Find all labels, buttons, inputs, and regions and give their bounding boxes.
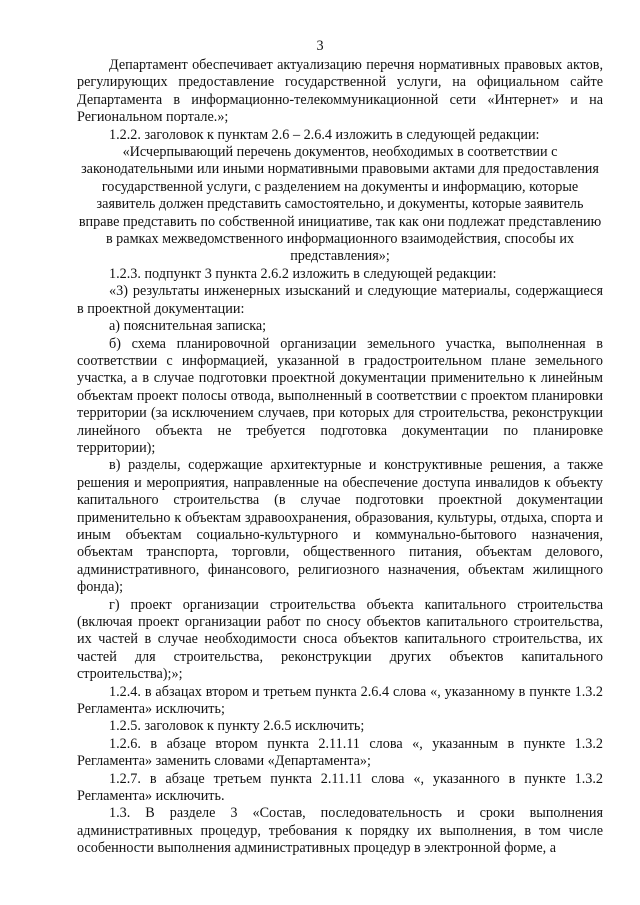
paragraph: 1.2.3. подпункт 3 пункта 2.6.2 изложить в следующей редакции: — [109, 265, 497, 282]
paragraph: 1.2.2. заголовок к пунктам 2.6 – 2.6.4 изложить в следующей редакции: — [109, 126, 540, 143]
quoted-heading: «Исчерпывающий перечень документов, необходимых в соответствии с законодательными или иными нормативными правовыми актами для предоставления государственной услуги, с разделением на документы и информацию, которые заявитель должен представить самостоятельно, и документы, которые заявитель вправе представить по собственной инициативе, так как они подлежат представлению в рамках межведомственного информационного взаимодействия, способы их представления»; — [78, 144, 602, 265]
paragraph: «3) результаты инженерных изысканий и следующие материалы, содержащиеся в проектной документации: — [77, 283, 603, 317]
paragraph: 1.2.6. в абзаце втором пункта 2.11.11 слова «, указанным в пункте 1.3.2 Регламента» заменить словами «Департамента»; — [77, 735, 603, 770]
paragraph: 1.2.4. в абзацах втором и третьем пункта 2.6.4 слова «, указанному в пункте 1.3.2 Регламента» исключить; — [77, 683, 603, 718]
paragraph: 1.3. В разделе 3 «Состав, последовательность и сроки выполнения административных процедур, требования к порядку их выполнения, в том числе особенности выполнения административных процедур в электронной форме, а — [77, 805, 603, 857]
paragraph: 1.2.5. заголовок к пункту 2.6.5 исключить; — [109, 718, 365, 735]
paragraph: Департамент обеспечивает актуализацию перечня нормативных правовых актов, регулирующих предоставление государственной услуги, на официальном сайте Департамента в информационно-телекоммуникационной сети «Интернет» и на Региональном портале.»; — [77, 57, 603, 126]
paragraph: б) схема планировочной организации земельного участка, выполненная в соответствии с информацией, указанной в градостроительном плане земельного участка, а в случае подготовки проектной документации применительно к линейным объектам проект полосы отвода, выполненный в соответствии с проектом планировки территории (за исключением случаев, при которых для строительства, реконструкции линейного объекта не требуется подготовка документации по планировке территории); — [77, 335, 603, 456]
page-number: 3 — [316, 38, 324, 54]
paragraph: в) разделы, содержащие архитектурные и конструктивные решения, а также решения и мероприятия, направленные на обеспечение доступа инвалидов к объекту капитального строительства (в случае подготовки проектной документации применительно к объектам здравоохранения, образования, культуры, отдыха, спорта и иным объектам социально-культурного и коммунально-бытового назначения, объектам транспорта, торговли, общественного питания, объектам делового, административного, финансового, религиозного назначения, объектам жилищного фонда); — [77, 457, 603, 596]
paragraph: а) пояснительная записка; — [109, 318, 267, 335]
document-body — [77, 57, 603, 858]
paragraph: г) проект организации строительства объекта капитального строительства (включая проект организации работ по сносу объектов капитального строительства, их частей в случае необходимости сноса объектов капитального строительства, их частей для строительства, реконструкции других объектов капитального строительства);»; — [77, 596, 603, 683]
paragraph: 1.2.7. в абзаце третьем пункта 2.11.11 слова «, указанного в пункте 1.3.2 Регламента» исключить. — [77, 770, 603, 805]
